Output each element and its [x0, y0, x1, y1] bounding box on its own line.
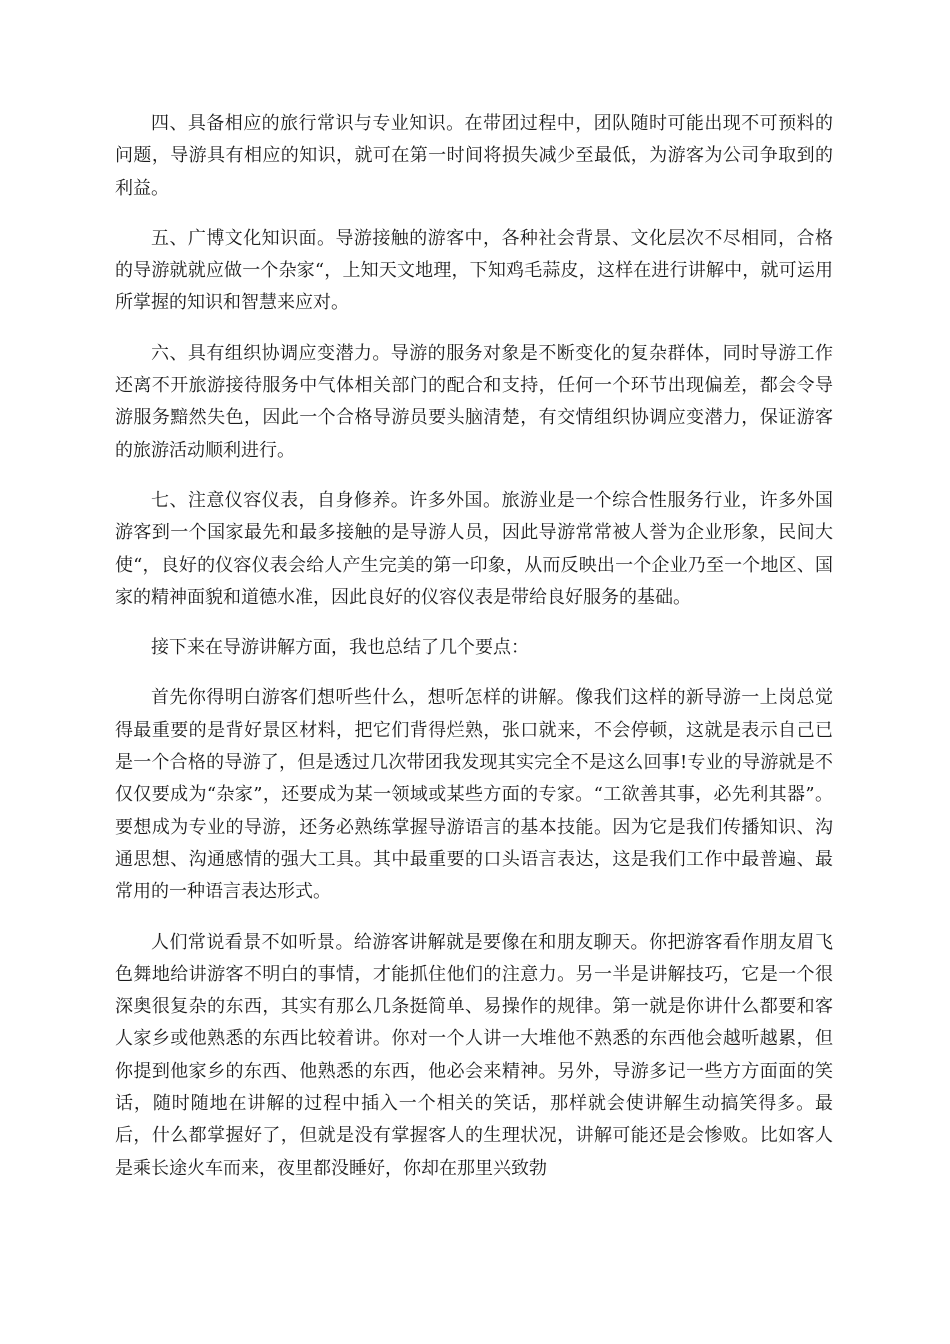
paragraph-explanation-skills: 人们常说看景不如听景。给游客讲解就是要像在和朋友聊天。你把游客看作朋友眉飞色舞地给讲游客不明白的事情，才能抓住他们的注意力。另一半是讲解技巧，它是一个很深奥很复杂的东西，其实有那么几条挺简单、易操作的规律。第一就是你讲什么都要和客人家乡或他熟悉的东西比较着讲。你对一个人讲一大堆他不熟悉的东西他会越听越累，但你提到他家乡的东西、他熟悉的东西，他必会来精神。另外，导游多记一些方方面面的笑话，随时随地在讲解的过程中插入一个相关的笑话，那样就会使讲解生动搞笑得多。最后，什么都掌握好了，但就是没有掌握客人的生理状况，讲解可能还是会惨败。比如客人是乘长途火车而来，夜里都没睡好，你却在那里兴致勃	[115, 931, 833, 1179]
paragraph-coordination: 六、具有组织协调应变潜力。导游的服务对象是不断变化的复杂群体，同时导游工作还离不开旅游接待服务中气体相关部门的配合和支持，任何一个环节出现偏差，都会令导游服务黯然失色，因此一个合格导游员要头脑清楚，有交情组织协调应变潜力，保证游客的旅游活动顺利进行。	[115, 342, 833, 461]
paragraph-cultural-knowledge: 五、广博文化知识面。导游接触的游客中，各种社会背景、文化层次不尽相同，合格的导游就就应做一个杂家“，上知天文地理，下知鸡毛蒜皮，这样在进行讲解中，就可运用所掌握的知识和智慧来应对。	[115, 227, 833, 314]
paragraph-tourism-knowledge: 四、具备相应的旅行常识与专业知识。在带团过程中，团队随时可能出现不可预料的问题，导游具有相应的知识，就可在第一时间将损失减少至最低，为游客为公司争取到的利益。	[115, 113, 833, 199]
document-body	[115, 108, 833, 1203]
paragraph-intro-points: 接下来在导游讲解方面，我也总结了几个要点：	[151, 637, 529, 659]
paragraph-appearance: 七、注意仪容仪表，自身修养。许多外国。旅游业是一个综合性服务行业，许多外国游客到一个国家最先和最多接触的是导游人员，因此导游常常被人誉为企业形象，民间大使“，良好的仪容仪表会给人产生完美的第一印象，从而反映出一个企业乃至一个地区、国家的精神面貌和道德水准，因此良好的仪容仪表是带给良好服务的基础。	[115, 489, 833, 608]
paragraph-understand-tourists: 首先你得明白游客们想听些什么，想听怎样的讲解。像我们这样的新导游一上岗总觉得最重要的是背好景区材料，把它们背得烂熟，张口就来，不会停顿，这就是表示自己已是一个合格的导游了，但是透过几次带团我发现其实完全不是这么回事!专业的导游就是不仅仅要成为“杂家”，还要成为某一领域或某些方面的专家。“工欲善其事，必先利其器”。要想成为专业的导游，还务必熟练掌握导游语言的基本技能。因为它是我们传播知识、沟通思想、沟通感情的强大工具。其中最重要的口头语言表达，这是我们工作中最普遍、最常用的一种语言表达形式。	[115, 687, 833, 903]
